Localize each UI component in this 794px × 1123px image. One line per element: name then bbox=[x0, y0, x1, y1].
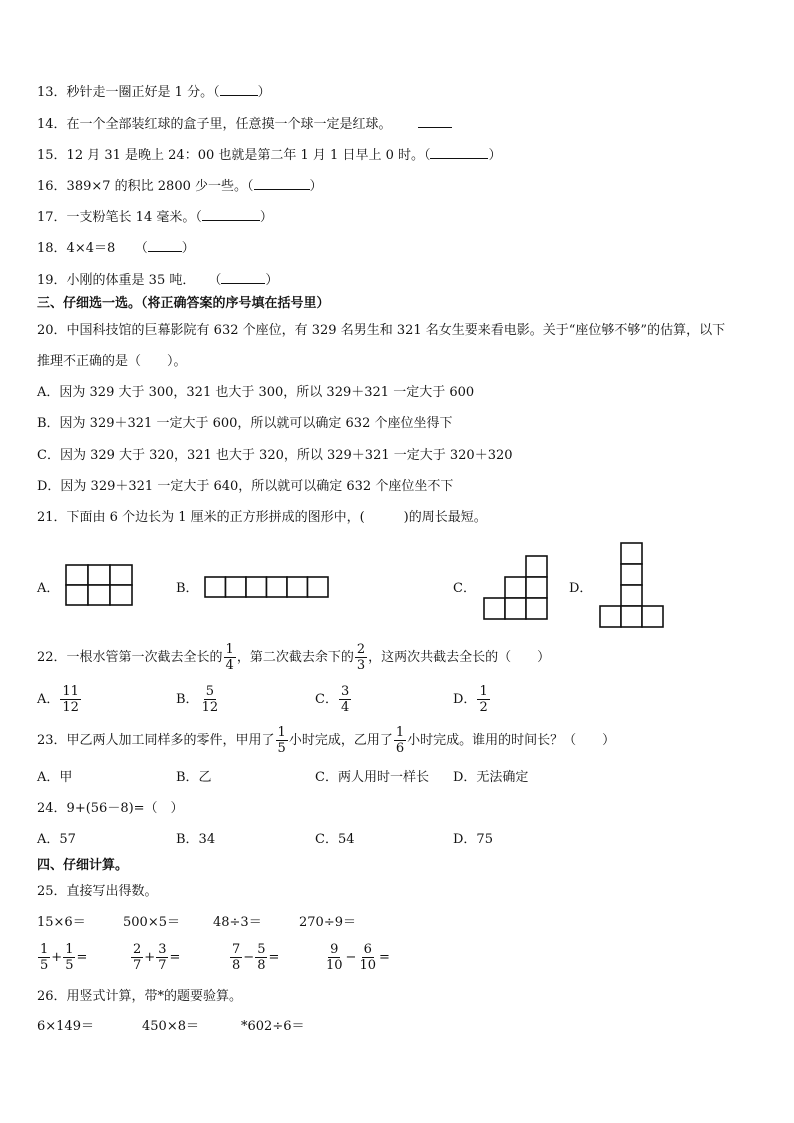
fraction: $\frac{2}{3}$ bbox=[356, 642, 366, 673]
fraction: $\frac{3}{7}$ bbox=[158, 942, 167, 973]
question-19: 19．小刚的体重是 35 吨． （ ） bbox=[37, 270, 278, 290]
option-a-label[interactable]: A． bbox=[37, 581, 60, 596]
option-c[interactable]: C．54 bbox=[315, 832, 355, 847]
fraction: $\frac{11}{12}$ bbox=[62, 684, 79, 715]
fraction-calc-item: $\frac{1}{5}$ + $\frac{1}{5}$ = bbox=[40, 942, 88, 973]
option-c[interactable]: C．因为 329 大于 320，321 也大于 320，所以 329＋321 一定大于 320＋320 bbox=[37, 448, 513, 463]
option-b[interactable]: B．因为 329＋321 一定大于 600，所以就可以确定 632 个座位坐得下 bbox=[37, 416, 453, 431]
figure-a-grid bbox=[66, 565, 134, 607]
calc-item: *602÷6＝ bbox=[241, 1019, 305, 1034]
fraction: $\frac{1}{5}$ bbox=[65, 942, 74, 973]
fraction: $\frac{1}{5}$ bbox=[40, 942, 49, 973]
fraction-calc-item: $\frac{9}{10}$ − $\frac{6}{10}$ = bbox=[326, 942, 390, 973]
answer-blank[interactable] bbox=[418, 114, 452, 128]
question-25: 25．直接写出得数。 bbox=[37, 884, 158, 899]
calc-item: 450×8＝ bbox=[142, 1019, 199, 1034]
option-a[interactable]: A．甲 bbox=[37, 770, 73, 785]
question-13: 13．秒针走一圈正好是 1 分。（ ） bbox=[37, 82, 271, 102]
fraction-calc-item: $\frac{7}{8}$ − $\frac{5}{8}$ = bbox=[232, 942, 280, 973]
option-a[interactable]: A． $\frac{11}{12}$ bbox=[37, 684, 79, 715]
question-21: 21．下面由 6 个边长为 1 厘米的正方形拼成的图形中，( )的周长最短。 bbox=[37, 510, 487, 525]
option-c[interactable]: C．两人用时一样长 bbox=[315, 770, 429, 785]
calc-item: 6×149＝ bbox=[37, 1019, 94, 1034]
fraction: $\frac{1}{4}$ bbox=[225, 642, 234, 673]
answer-blank[interactable] bbox=[221, 270, 265, 284]
fraction: $\frac{3}{4}$ bbox=[340, 684, 350, 715]
fraction: $\frac{7}{8}$ bbox=[232, 942, 241, 973]
fraction: $\frac{2}{7}$ bbox=[133, 942, 142, 973]
question-26: 26．用竖式计算，带*的题要验算。 bbox=[37, 989, 243, 1004]
section-heading-4: 四、仔细计算。 bbox=[37, 858, 129, 873]
answer-blank[interactable] bbox=[430, 145, 488, 159]
fraction-calc-item: $\frac{2}{7}$ + $\frac{3}{7}$ = bbox=[133, 942, 181, 973]
question-16: 16．389×7 的积比 2800 少一些。（ ） bbox=[37, 176, 323, 196]
calc-item: 15×6＝ bbox=[37, 915, 86, 930]
answer-blank[interactable] bbox=[148, 238, 182, 252]
option-a[interactable]: A．57 bbox=[37, 832, 76, 847]
question-24: 24．9+(56－8)=（ ） bbox=[37, 801, 184, 816]
option-a[interactable]: A．因为 329 大于 300，321 也大于 300，所以 329＋321 一定大于 600 bbox=[37, 385, 475, 400]
fraction: $\frac{5}{8}$ bbox=[257, 942, 266, 973]
fraction: $\frac{5}{12}$ bbox=[201, 684, 219, 715]
question-23: 23．甲乙两人加工同样多的零件，甲用了 $\frac{1}{5}$ 小时完成，乙用了 $\frac{1}{6}$ 小时完成。谁用的时间长？（ ） bbox=[37, 725, 616, 756]
option-d-label[interactable]: D． bbox=[569, 581, 593, 596]
calc-item: 270÷9＝ bbox=[299, 915, 356, 930]
question-15: 15．12 月 31 是晚上 24：00 也就是第二年 1 月 1 日早上 0 时。（ ） bbox=[37, 145, 502, 165]
option-d[interactable]: D． $\frac{1}{2}$ bbox=[453, 684, 488, 715]
question-18: 18．4×4＝8 （ ） bbox=[37, 238, 195, 258]
option-d[interactable]: D．无法确定 bbox=[453, 770, 529, 785]
fraction: $\frac{1}{6}$ bbox=[395, 725, 405, 756]
section-heading-3: 三、仔细选一选。（将正确答案的序号填在括号里） bbox=[37, 296, 330, 311]
option-d[interactable]: D．因为 329＋321 一定大于 640，所以就可以确定 632 个座位坐不下 bbox=[37, 479, 454, 494]
question-20-line2: 推理不正确的是（ ）。 bbox=[37, 354, 187, 369]
option-d[interactable]: D．75 bbox=[453, 832, 493, 847]
calc-item: 48÷3＝ bbox=[213, 915, 262, 930]
option-c-label[interactable]: C． bbox=[453, 581, 476, 596]
figure-c-staircase bbox=[484, 556, 548, 620]
option-b[interactable]: B．乙 bbox=[176, 770, 212, 785]
answer-blank[interactable] bbox=[220, 82, 258, 96]
figure-d-t-shape bbox=[600, 543, 664, 629]
fraction: $\frac{9}{10}$ bbox=[326, 942, 343, 973]
fraction: $\frac{6}{10}$ bbox=[359, 942, 376, 973]
answer-blank[interactable] bbox=[254, 176, 310, 190]
calc-item: 500×5＝ bbox=[123, 915, 180, 930]
option-c[interactable]: C． $\frac{3}{4}$ bbox=[315, 684, 350, 715]
answer-blank[interactable] bbox=[202, 207, 260, 221]
option-b-label[interactable]: B． bbox=[176, 581, 199, 596]
option-b[interactable]: B． $\frac{5}{12}$ bbox=[176, 684, 219, 715]
question-22: 22．一根水管第一次截去全长的 $\frac{1}{4}$ ，第二次截去余下的 $\frac{2}{3}$ ，这两次共截去全长的（ ） bbox=[37, 642, 551, 673]
option-b[interactable]: B．34 bbox=[176, 832, 216, 847]
figure-b-row bbox=[205, 577, 329, 599]
question-17: 17．一支粉笔长 14 毫米。（ ） bbox=[37, 207, 273, 227]
question-14: 14．在一个全部装红球的盒子里，任意摸一个球一定是红球。 bbox=[37, 114, 452, 134]
question-20-line1: 20．中国科技馆的巨幕影院有 632 个座位，有 329 名男生和 321 名女生要来看电影。关于“座位够不够”的估算，以下 bbox=[37, 323, 726, 338]
fraction: $\frac{1}{2}$ bbox=[479, 684, 488, 715]
fraction: $\frac{1}{5}$ bbox=[277, 725, 286, 756]
